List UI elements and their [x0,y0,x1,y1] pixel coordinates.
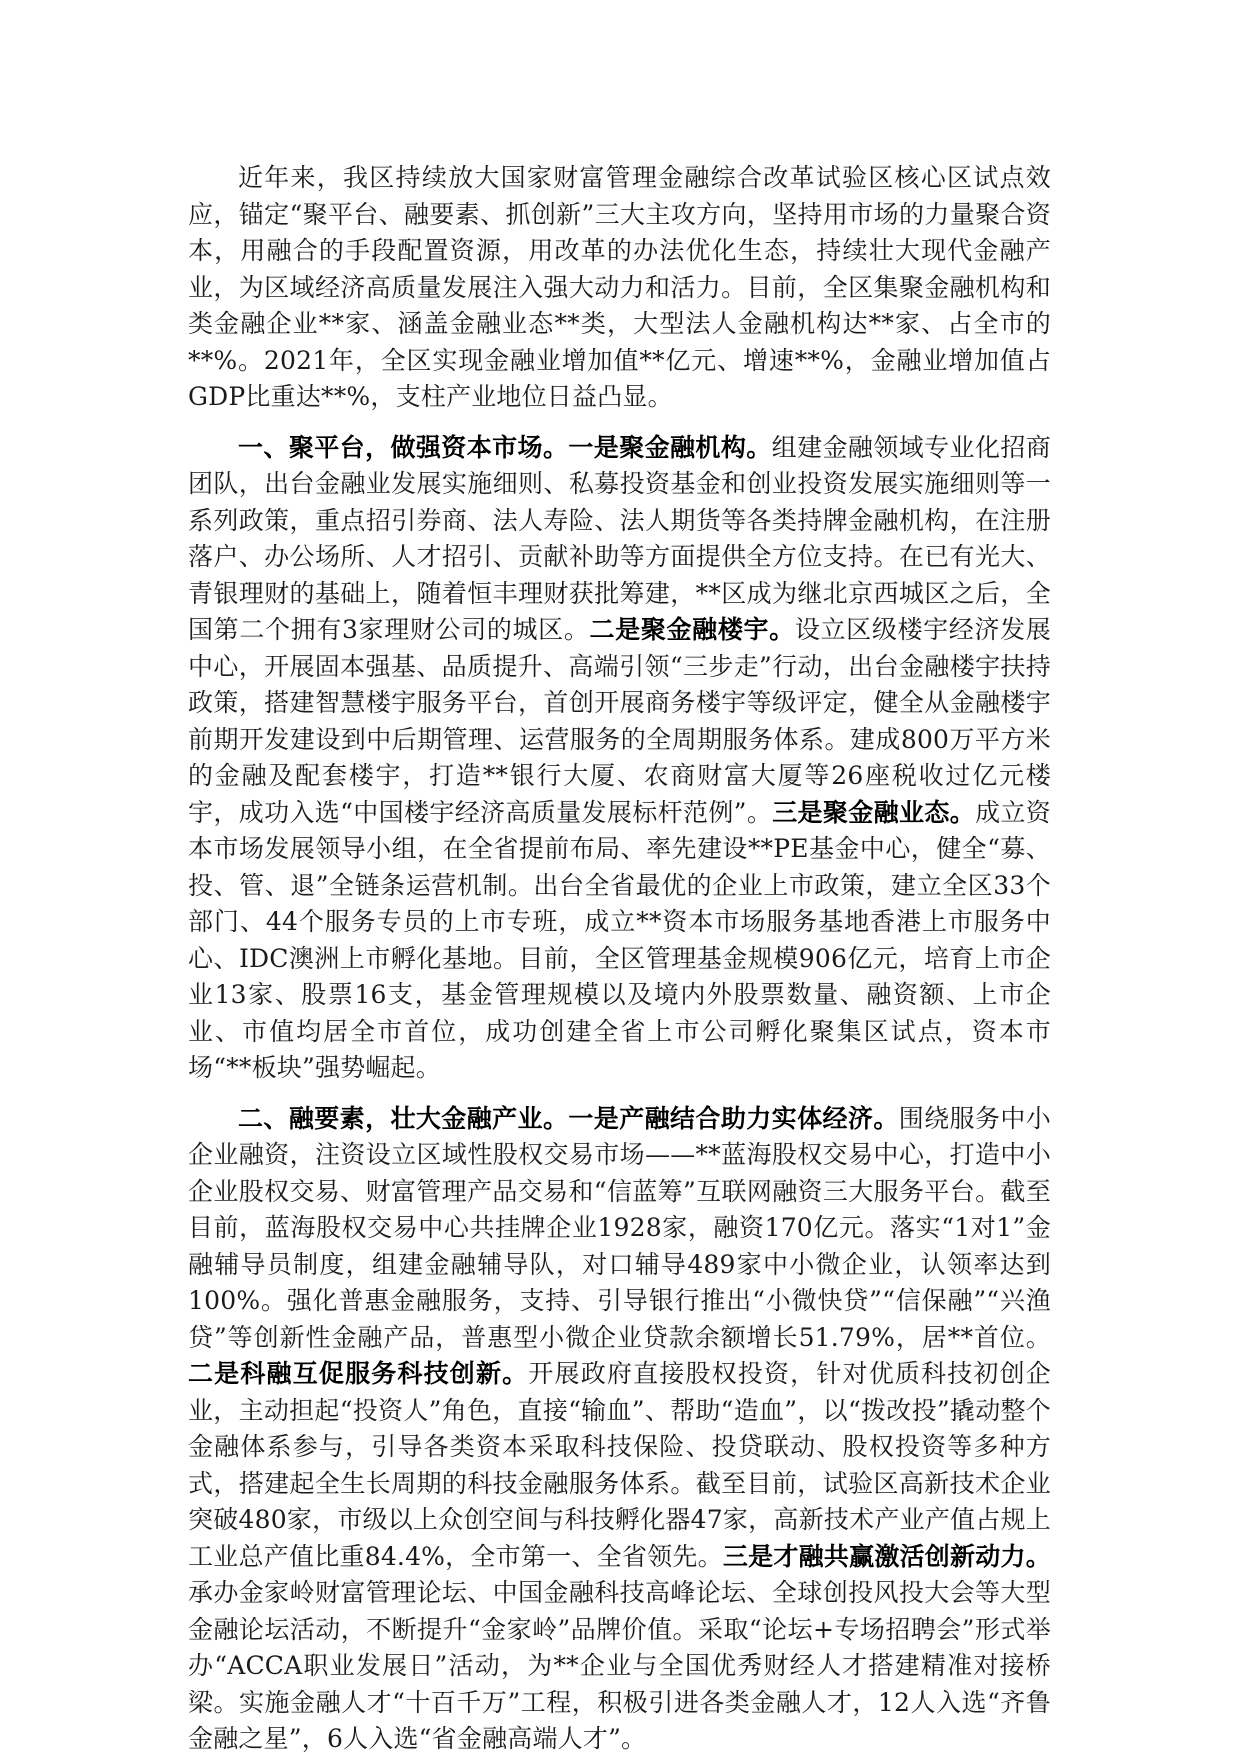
section-2-text-2: 开展政府直接股权投资，针对优质科技初创企业，主动担起“投资人”角色，直接“输血”、帮助“造血”，以“拨改投”撬动整个金融体系参与，引导各类资本采取科技保险、投贷联动、股权投资等多种方式，搭建起全生长周期的科技金融服务体系。截至目前，试验区高新技术企业突破480家，市级以上众创空间与科技孵化器47家，高新技术产业产值占规上工业总产值比重84.4%，全市第一、全省领先。 [188,1359,1051,1571]
section-1-heading: 一、聚平台，做强资本市场。一是聚金融机构。 [238,432,772,462]
paragraph-intro [188,160,1051,416]
section-1-subheading-2: 二是聚金融楼宇。 [589,615,795,644]
intro-text: 近年来，我区持续放大国家财富管理金融综合改革试验区核心区试点效应，锚定“聚平台、融要素、抓创新”三大主攻方向，坚持用市场的力量聚合资本，用融合的手段配置资源，用改革的办法优化生态，持续壮大现代金融产业，为区域经济高质量发展注入强大动力和活力。目前，全区集聚金融机构和类金融企业**家、涵盖金融业态**类，大型法人金融机构达**家、占全市的**%。2021年，全区实现金融业增加值**亿元、增速**%，金融业增加值占GDP比重达**%，支柱产业地位日益凸显。 [188,163,1051,411]
section-1-text-1: 组建金融领域专业化招商团队，出台金融业发展实施细则、私募投资基金和创业投资发展实施细则等一系列政策，重点招引券商、法人寿险、法人期货等各类持牌金融机构，在注册落户、办公场所、人才招引、贡献补助等方面提供全方位支持。在已有光大、青银理财的基础上，随着恒丰理财获批筹建，**区成为继北京西城区之后，全国第二个拥有3家理财公司的城区。 [188,432,1052,644]
document-body [188,160,1051,1758]
section-1-subheading-3: 三是聚金融业态。 [772,797,976,827]
section-2-heading: 二、融要素，壮大金融产业。一是产融结合助力实体经济。 [238,1103,899,1133]
paragraph-section-2 [188,1101,1051,1758]
section-2-subheading-2: 二是科融互促服务科技创新。 [188,1359,529,1388]
section-2-text-3: 承办金家岭财富管理论坛、中国金融科技高峰论坛、全球创投风投大会等大型金融论坛活动，不断提升“金家岭”品牌价值。采取“论坛+专场招聘会”形式举办“ACCA职业发展日”活动，为**企业与全国优秀财经人才搭建精准对接桥梁。实施金融人才“十百千万”工程，积极引进各类金融人才，12人入选“齐鲁金融之星”，6人入选“省金融高端人才”。 [188,1578,1051,1753]
section-2-text-1: 围绕服务中小企业融资，注资设立区域性股权交易市场——**蓝海股权交易中心，打造中小企业股权交易、财富管理产品交易和“信蓝筹”互联网融资三大服务平台。截至目前，蓝海股权交易中心共挂牌企业1928家，融资170亿元。落实“1对1”金融辅导员制度，组建金融辅导队，对口辅导489家中小微企业，认领率达到100%。强化普惠金融服务，支持、引导银行推出“小微快贷”“信保融”“兴渔贷”等创新性金融产品，普惠型小微企业贷款余额增长51.79%，居**首位。 [188,1103,1051,1352]
section-1-text-3: 成立资本市场发展领导小组，在全省提前布局、率先建设**PE基金中心，健全“募、投、管、退”全链条运营机制。出台全省最优的企业上市政策，建立全区33个部门、44个服务专员的上市专班，成立**资本市场服务基地香港上市服务中心、IDC澳洲上市孵化基地。目前，全区管理基金规模906亿元，培育上市企业13家、股票16支，基金管理规模以及境内外股票数量、融资额、上市企业、市值均居全市首位，成功创建全省上市公司孵化聚集区试点，资本市场“**板块”强势崛起。 [188,797,1051,1082]
section-1-text-2: 设立区级楼宇经济发展中心，开展固本强基、品质提升、高端引领“三步走”行动，出台金融楼宇扶持政策，搭建智慧楼宇服务平台，首创开展商务楼宇等级评定，健全从金融楼宇前期开发建设到中后期管理、运营服务的全周期服务体系。建成800万平方米的金融及配套楼宇，打造**银行大厦、农商财富大厦等26座税收过亿元楼宇，成功入选“中国楼宇经济高质量发展标杆范例”。 [188,615,1051,827]
section-2-subheading-3: 三是才融共赢激活创新动力。 [722,1541,1051,1571]
paragraph-section-1 [188,430,1051,1087]
